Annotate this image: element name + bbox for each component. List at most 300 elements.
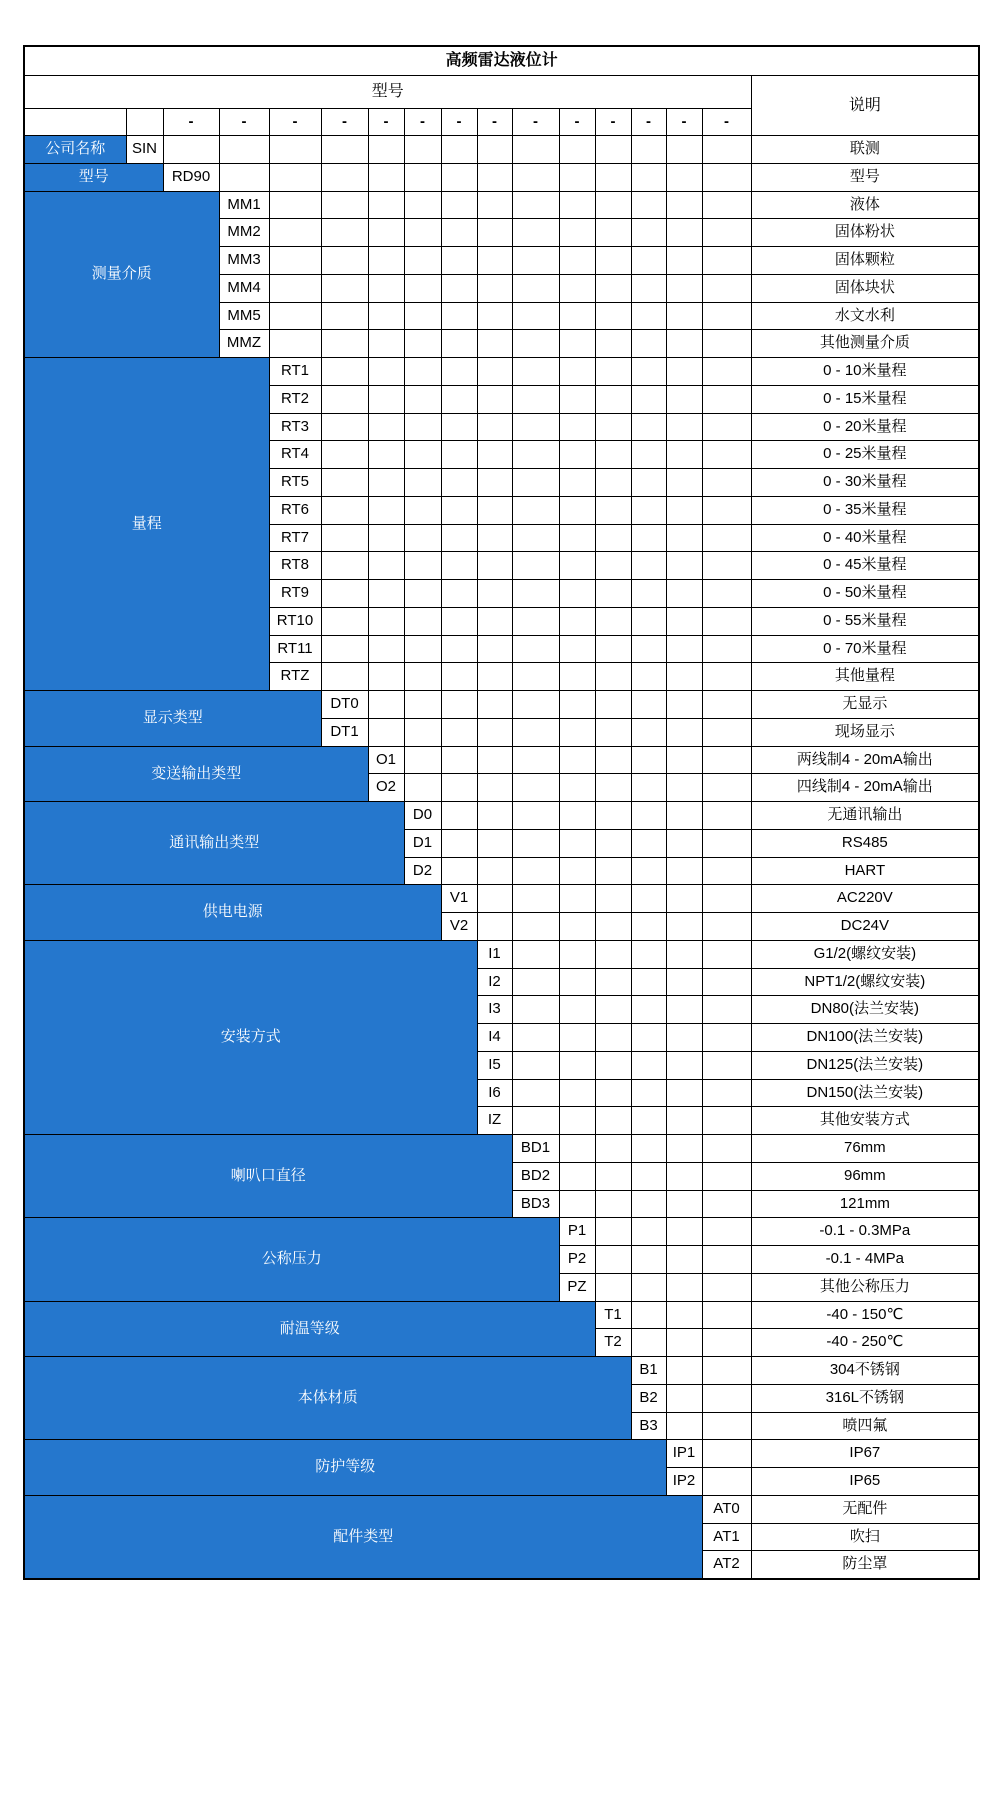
empty-grid-cell (404, 718, 441, 746)
empty-grid-cell (512, 774, 559, 802)
dash-separator-cell: - (441, 109, 477, 136)
category-label: 安装方式 (24, 940, 477, 1134)
empty-grid-cell (559, 413, 595, 441)
empty-grid-cell (321, 496, 368, 524)
empty-grid-cell (368, 219, 404, 247)
empty-grid-cell (631, 746, 666, 774)
empty-grid-cell (631, 247, 666, 275)
empty-grid-cell (595, 1079, 631, 1107)
empty-grid-cell (631, 1162, 666, 1190)
empty-grid-cell (321, 191, 368, 219)
empty-grid-cell (269, 302, 321, 330)
empty-grid-cell (368, 552, 404, 580)
empty-grid-cell (702, 247, 751, 275)
empty-grid-cell (559, 247, 595, 275)
empty-grid-cell (559, 663, 595, 691)
empty-grid-cell (269, 274, 321, 302)
empty-grid-cell (631, 1135, 666, 1163)
option-description: IP65 (751, 1468, 979, 1496)
empty-grid-cell (512, 663, 559, 691)
option-description: 其他量程 (751, 663, 979, 691)
empty-grid-cell (666, 1357, 702, 1385)
option-description: 0 - 45米量程 (751, 552, 979, 580)
option-description: 四线制4 - 20mA输出 (751, 774, 979, 802)
option-description: G1/2(螺纹安装) (751, 940, 979, 968)
empty-grid-cell (368, 691, 404, 719)
option-code-cell: O2 (368, 774, 404, 802)
option-description: 0 - 70米量程 (751, 635, 979, 663)
option-code-cell: BD1 (512, 1135, 559, 1163)
option-row (24, 1440, 979, 1468)
option-description: 现场显示 (751, 718, 979, 746)
dash-separator-cell: - (368, 109, 404, 136)
empty-grid-cell (702, 219, 751, 247)
empty-grid-cell (321, 136, 368, 164)
empty-grid-cell (512, 718, 559, 746)
option-code-cell: BD3 (512, 1190, 559, 1218)
empty-grid-cell (477, 691, 512, 719)
dash-separator-cell: - (666, 109, 702, 136)
empty-grid-cell (631, 1246, 666, 1274)
empty-grid-cell (702, 913, 751, 941)
empty-grid-cell (404, 385, 441, 413)
option-row (24, 1301, 979, 1329)
empty-grid-cell (595, 219, 631, 247)
empty-grid-cell (404, 635, 441, 663)
category-label: 通讯输出类型 (24, 802, 404, 885)
empty-grid-cell (631, 663, 666, 691)
empty-grid-cell (666, 1024, 702, 1052)
empty-grid-cell (368, 524, 404, 552)
empty-grid-cell (666, 1079, 702, 1107)
empty-grid-cell (404, 274, 441, 302)
empty-grid-cell (512, 1051, 559, 1079)
empty-grid-cell (477, 302, 512, 330)
empty-grid-cell (595, 718, 631, 746)
empty-grid-cell (512, 580, 559, 608)
empty-grid-cell (477, 802, 512, 830)
empty-grid-cell (477, 274, 512, 302)
empty-grid-cell (477, 746, 512, 774)
option-description: 防尘罩 (751, 1551, 979, 1579)
empty-grid-cell (666, 552, 702, 580)
option-description: 0 - 40米量程 (751, 524, 979, 552)
empty-grid-cell (702, 580, 751, 608)
empty-grid-cell (321, 469, 368, 497)
option-row (24, 136, 979, 164)
empty-grid-cell (595, 469, 631, 497)
empty-grid-cell (559, 774, 595, 802)
empty-grid-cell (321, 552, 368, 580)
empty-grid-cell (631, 469, 666, 497)
option-code-cell: T1 (595, 1301, 631, 1329)
option-code-cell: O1 (368, 746, 404, 774)
empty-grid-cell (702, 496, 751, 524)
empty-grid-cell (666, 136, 702, 164)
empty-grid-cell (666, 635, 702, 663)
empty-grid-cell (631, 219, 666, 247)
empty-grid-cell (631, 1190, 666, 1218)
empty-grid-cell (477, 496, 512, 524)
category-label: 显示类型 (24, 691, 321, 747)
table-title: 高频雷达液位计 (24, 46, 979, 76)
empty-grid-cell (477, 718, 512, 746)
option-description: 0 - 35米量程 (751, 496, 979, 524)
option-code-cell: RT10 (269, 607, 321, 635)
empty-grid-cell (631, 524, 666, 552)
empty-grid-cell (666, 746, 702, 774)
empty-grid-cell (404, 774, 441, 802)
empty-grid-cell (666, 913, 702, 941)
option-description: 其他公称压力 (751, 1273, 979, 1301)
empty-grid-cell (477, 219, 512, 247)
empty-grid-cell (441, 441, 477, 469)
empty-grid-cell (559, 385, 595, 413)
empty-grid-cell (559, 691, 595, 719)
empty-grid-cell (512, 302, 559, 330)
empty-grid-cell (702, 1162, 751, 1190)
empty-grid-cell (595, 913, 631, 941)
empty-grid-cell (666, 718, 702, 746)
empty-grid-cell (404, 469, 441, 497)
empty-grid-cell (702, 136, 751, 164)
empty-grid-cell (666, 496, 702, 524)
option-description: DN100(法兰安装) (751, 1024, 979, 1052)
description-header: 说明 (751, 76, 979, 136)
empty-grid-cell (702, 1107, 751, 1135)
empty-grid-cell (321, 219, 368, 247)
empty-grid-cell (404, 524, 441, 552)
empty-grid-cell (368, 413, 404, 441)
empty-grid-cell (441, 857, 477, 885)
empty-grid-cell (702, 274, 751, 302)
empty-grid-cell (321, 663, 368, 691)
empty-grid-cell (368, 718, 404, 746)
empty-grid-cell (595, 1135, 631, 1163)
empty-grid-cell (666, 580, 702, 608)
option-description: 无显示 (751, 691, 979, 719)
empty-grid-cell (441, 746, 477, 774)
empty-grid-cell (631, 829, 666, 857)
empty-grid-cell (702, 663, 751, 691)
option-description: 0 - 25米量程 (751, 441, 979, 469)
dash-separator-cell: - (269, 109, 321, 136)
option-description: 76mm (751, 1135, 979, 1163)
empty-grid-cell (269, 163, 321, 191)
option-code-cell: RT7 (269, 524, 321, 552)
option-code-cell: MM4 (219, 274, 269, 302)
empty-grid-cell (631, 857, 666, 885)
empty-grid-cell (666, 691, 702, 719)
empty-grid-cell (321, 580, 368, 608)
empty-grid-cell (595, 691, 631, 719)
empty-grid-cell (559, 163, 595, 191)
category-label: 公称压力 (24, 1218, 559, 1301)
option-code-cell: B2 (631, 1384, 666, 1412)
empty-grid-cell (368, 441, 404, 469)
empty-grid-cell (368, 635, 404, 663)
option-description: 联测 (751, 136, 979, 164)
option-code-cell: IP2 (666, 1468, 702, 1496)
dash-separator-cell: - (163, 109, 219, 136)
empty-grid-cell (595, 385, 631, 413)
option-description: 无通讯输出 (751, 802, 979, 830)
empty-grid-cell (477, 857, 512, 885)
empty-grid-cell (477, 413, 512, 441)
empty-grid-cell (321, 302, 368, 330)
option-code-cell: IP1 (666, 1440, 702, 1468)
empty-grid-cell (441, 829, 477, 857)
empty-grid-cell (477, 580, 512, 608)
option-code-cell: AT1 (702, 1523, 751, 1551)
empty-grid-cell (559, 996, 595, 1024)
option-row (24, 691, 979, 719)
category-label: 喇叭口直径 (24, 1135, 512, 1218)
option-code-cell: AT0 (702, 1495, 751, 1523)
empty-grid-cell (702, 1301, 751, 1329)
option-code-cell: D2 (404, 857, 441, 885)
empty-grid-cell (595, 802, 631, 830)
empty-grid-cell (368, 191, 404, 219)
option-code-cell: MM1 (219, 191, 269, 219)
option-row (24, 885, 979, 913)
empty-grid-cell (512, 496, 559, 524)
empty-grid-cell (666, 247, 702, 275)
empty-grid-cell (512, 691, 559, 719)
option-code-cell: I1 (477, 940, 512, 968)
empty-grid-cell (631, 441, 666, 469)
empty-grid-cell (512, 802, 559, 830)
empty-grid-cell (512, 163, 559, 191)
empty-grid-cell (631, 1329, 666, 1357)
empty-grid-cell (702, 635, 751, 663)
empty-grid-cell (595, 552, 631, 580)
empty-grid-cell (477, 774, 512, 802)
empty-grid-cell (441, 607, 477, 635)
empty-grid-cell (666, 940, 702, 968)
dash-row-empty-cell (126, 109, 163, 136)
category-label: 变送输出类型 (24, 746, 368, 802)
empty-grid-cell (702, 385, 751, 413)
dash-row-empty-cell (24, 109, 126, 136)
empty-grid-cell (512, 413, 559, 441)
empty-grid-cell (368, 330, 404, 358)
option-description: 固体块状 (751, 274, 979, 302)
option-description: 316L不锈钢 (751, 1384, 979, 1412)
empty-grid-cell (631, 718, 666, 746)
empty-grid-cell (631, 1273, 666, 1301)
empty-grid-cell (404, 302, 441, 330)
empty-grid-cell (477, 191, 512, 219)
empty-grid-cell (702, 469, 751, 497)
option-description: -0.1 - 4MPa (751, 1246, 979, 1274)
empty-grid-cell (595, 163, 631, 191)
dash-separator-cell: - (595, 109, 631, 136)
empty-grid-cell (321, 441, 368, 469)
empty-grid-cell (368, 385, 404, 413)
empty-grid-cell (477, 829, 512, 857)
empty-grid-cell (321, 330, 368, 358)
empty-grid-cell (512, 358, 559, 386)
empty-grid-cell (595, 635, 631, 663)
empty-grid-cell (512, 219, 559, 247)
empty-grid-cell (595, 1218, 631, 1246)
category-label: 测量介质 (24, 191, 219, 358)
category-label: 供电电源 (24, 885, 441, 941)
empty-grid-cell (269, 191, 321, 219)
empty-grid-cell (702, 996, 751, 1024)
empty-grid-cell (269, 330, 321, 358)
option-description: 喷四氟 (751, 1412, 979, 1440)
empty-grid-cell (702, 552, 751, 580)
empty-grid-cell (595, 1051, 631, 1079)
empty-grid-cell (559, 1051, 595, 1079)
empty-grid-cell (595, 580, 631, 608)
empty-grid-cell (702, 718, 751, 746)
empty-grid-cell (631, 635, 666, 663)
empty-grid-cell (631, 885, 666, 913)
empty-grid-cell (219, 163, 269, 191)
option-code-cell: RT5 (269, 469, 321, 497)
empty-grid-cell (512, 136, 559, 164)
empty-grid-cell (559, 330, 595, 358)
dash-separator-cell: - (559, 109, 595, 136)
empty-grid-cell (666, 413, 702, 441)
option-row (24, 1135, 979, 1163)
option-row (24, 746, 979, 774)
option-code-cell: I6 (477, 1079, 512, 1107)
empty-grid-cell (404, 441, 441, 469)
empty-grid-cell (404, 607, 441, 635)
empty-grid-cell (404, 580, 441, 608)
option-code-cell: AT2 (702, 1551, 751, 1579)
empty-grid-cell (559, 885, 595, 913)
empty-grid-cell (559, 1135, 595, 1163)
option-description: 96mm (751, 1162, 979, 1190)
empty-grid-cell (702, 857, 751, 885)
option-description: DN150(法兰安装) (751, 1079, 979, 1107)
empty-grid-cell (512, 385, 559, 413)
option-description: 0 - 15米量程 (751, 385, 979, 413)
empty-grid-cell (404, 163, 441, 191)
empty-grid-cell (559, 469, 595, 497)
empty-grid-cell (631, 1079, 666, 1107)
empty-grid-cell (512, 1107, 559, 1135)
option-code-cell: RT1 (269, 358, 321, 386)
empty-grid-cell (368, 607, 404, 635)
option-description: 0 - 30米量程 (751, 469, 979, 497)
empty-grid-cell (559, 607, 595, 635)
empty-grid-cell (477, 441, 512, 469)
empty-grid-cell (666, 1190, 702, 1218)
model-header: 型号 (24, 76, 751, 109)
empty-grid-cell (595, 857, 631, 885)
empty-grid-cell (512, 1079, 559, 1107)
dash-separator-cell: - (477, 109, 512, 136)
empty-grid-cell (631, 913, 666, 941)
category-label: 公司名称 (24, 136, 126, 164)
empty-grid-cell (477, 607, 512, 635)
option-row (24, 1218, 979, 1246)
option-row (24, 1495, 979, 1523)
empty-grid-cell (559, 635, 595, 663)
empty-grid-cell (631, 302, 666, 330)
empty-grid-cell (559, 746, 595, 774)
option-description: -40 - 250℃ (751, 1329, 979, 1357)
empty-grid-cell (512, 746, 559, 774)
option-code-cell: V1 (441, 885, 477, 913)
empty-grid-cell (595, 191, 631, 219)
option-row (24, 802, 979, 830)
empty-grid-cell (595, 330, 631, 358)
title-row (24, 46, 979, 76)
option-description: 无配件 (751, 1495, 979, 1523)
option-code-cell: RT4 (269, 441, 321, 469)
option-code-cell: P1 (559, 1218, 595, 1246)
empty-grid-cell (631, 358, 666, 386)
empty-grid-cell (666, 330, 702, 358)
empty-grid-cell (702, 1357, 751, 1385)
empty-grid-cell (595, 663, 631, 691)
empty-grid-cell (512, 274, 559, 302)
empty-grid-cell (559, 1079, 595, 1107)
option-code-cell: MM2 (219, 219, 269, 247)
empty-grid-cell (512, 1024, 559, 1052)
option-code-cell: D0 (404, 802, 441, 830)
category-label: 耐温等级 (24, 1301, 595, 1357)
empty-grid-cell (321, 163, 368, 191)
empty-grid-cell (559, 358, 595, 386)
empty-grid-cell (441, 247, 477, 275)
empty-grid-cell (702, 1246, 751, 1274)
empty-grid-cell (595, 996, 631, 1024)
empty-grid-cell (595, 524, 631, 552)
empty-grid-cell (666, 219, 702, 247)
option-description: 0 - 10米量程 (751, 358, 979, 386)
option-code-cell: D1 (404, 829, 441, 857)
empty-grid-cell (631, 1107, 666, 1135)
empty-grid-cell (702, 885, 751, 913)
option-description: 两线制4 - 20mA输出 (751, 746, 979, 774)
option-description: NPT1/2(螺纹安装) (751, 968, 979, 996)
empty-grid-cell (559, 441, 595, 469)
option-description: 固体粉状 (751, 219, 979, 247)
empty-grid-cell (631, 1218, 666, 1246)
empty-grid-cell (702, 1024, 751, 1052)
option-code-cell: RT8 (269, 552, 321, 580)
empty-grid-cell (559, 718, 595, 746)
empty-grid-cell (559, 940, 595, 968)
option-description: 0 - 20米量程 (751, 413, 979, 441)
empty-grid-cell (219, 136, 269, 164)
empty-grid-cell (702, 1051, 751, 1079)
option-code-cell: B3 (631, 1412, 666, 1440)
empty-grid-cell (631, 330, 666, 358)
option-code-cell: RT11 (269, 635, 321, 663)
empty-grid-cell (477, 163, 512, 191)
option-code-cell: I3 (477, 996, 512, 1024)
empty-grid-cell (595, 1024, 631, 1052)
empty-grid-cell (441, 469, 477, 497)
empty-grid-cell (512, 913, 559, 941)
option-description: 液体 (751, 191, 979, 219)
empty-grid-cell (595, 885, 631, 913)
empty-grid-cell (368, 663, 404, 691)
empty-grid-cell (702, 1329, 751, 1357)
option-description: 0 - 55米量程 (751, 607, 979, 635)
empty-grid-cell (368, 136, 404, 164)
option-description: 0 - 50米量程 (751, 580, 979, 608)
